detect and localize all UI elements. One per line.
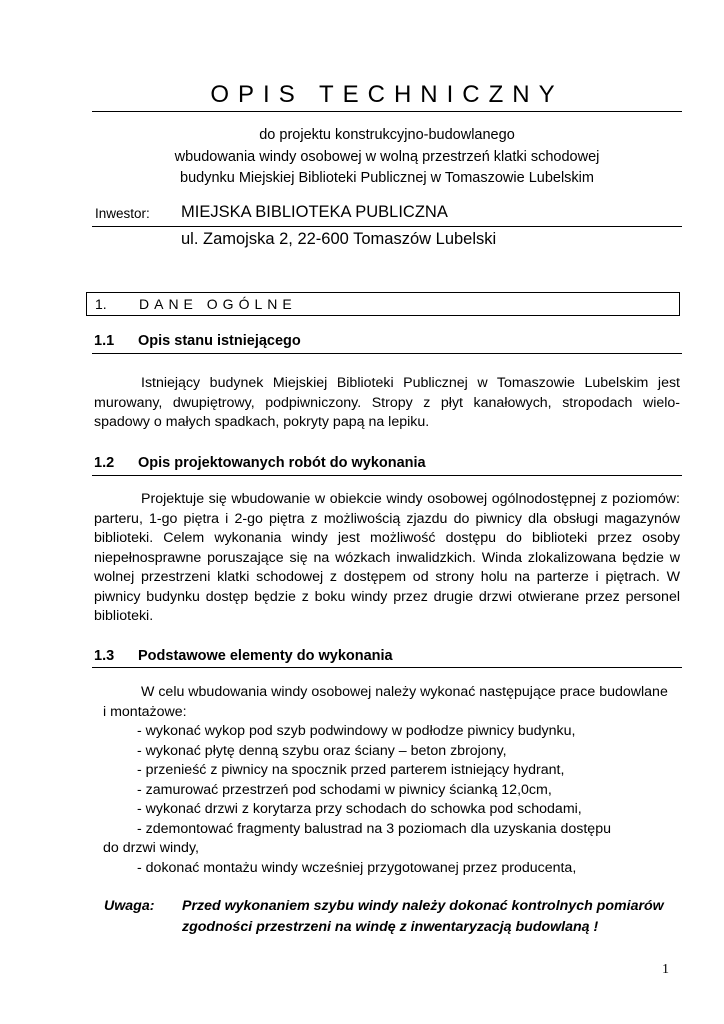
section-title: Opis stanu istniejącego bbox=[138, 333, 301, 349]
investor-address: ul. Zamojska 2, 22-600 Tomaszów Lubelski bbox=[181, 230, 497, 248]
subtitle-line: do projektu konstrukcyjno-budowlanego bbox=[259, 127, 515, 143]
list-item: - dokonać montażu windy wcześniej przygotowanej przez producenta, bbox=[137, 859, 577, 876]
investor-label: Inwestor: bbox=[95, 206, 150, 221]
note-line: Przed wykonaniem szybu windy należy dokonać kontrolnych pomiarów bbox=[182, 898, 664, 914]
list-item: - zamurować przestrzeń pod schodami w piwnicy ścianką 12,0cm, bbox=[137, 781, 552, 798]
section-rule bbox=[92, 475, 682, 476]
note-label: Uwaga: bbox=[104, 898, 155, 914]
section-1-2-paragraph: Projektuje się wbudowanie w obiekcie windy osobowej ogólnodostępnej z poziomów: parteru, 1-go piętra i 2-go piętra z możliwością zjazdu do piwnicy dla obsługi magazynów biblioteki. Celem wykonania windy jest możliwość dostępu do biblioteki przez osoby niepełnosprawne poruszające się na wózkach inwalidzkich. Winda zlokalizowana będzie w wolnej przestrzeni klatki schodowej z dostępem od strony holu na parterze i piętrach. W piwnicy budynku dostęp będzie z boku windy przez drugie drzwi otwierane przez personel biblioteki. bbox=[94, 491, 680, 624]
section-1-1-paragraph: Istniejący budynek Miejskiej Biblioteki Publicznej w Tomaszowie Lubelskim jest murowany, dwupiętrowy, podpiwniczony. Stropy z płyt kanałowych, stropodach wielo-spadowy o małych spadkach, pokryty papą na lepiku. bbox=[94, 375, 680, 430]
subtitle-line: budynku Miejskiej Biblioteki Publicznej w Tomaszowie Lubelskim bbox=[180, 170, 594, 186]
section-number: 1.2 bbox=[94, 455, 115, 471]
section-1-2-heading bbox=[94, 455, 426, 471]
title-rule bbox=[92, 111, 682, 112]
section-title: Opis projektowanych robót do wykonania bbox=[138, 455, 426, 471]
section-rule bbox=[92, 667, 682, 668]
list-item: - przenieść z piwnicy na spocznik przed parterem istniejący hydrant, bbox=[137, 762, 565, 778]
section-1-3-list bbox=[94, 683, 684, 878]
investor-rule bbox=[92, 226, 682, 227]
investor-name: MIEJSKA BIBLIOTEKA PUBLICZNA bbox=[181, 203, 448, 221]
note-text bbox=[182, 896, 664, 938]
section-1-box bbox=[86, 292, 680, 316]
section-rule bbox=[92, 353, 682, 354]
list-item-continuation: do drzwi windy, bbox=[103, 840, 199, 856]
note-line: zgodności przestrzeni na windę z inwentaryzacją budowlaną ! bbox=[182, 919, 599, 935]
section-title: Podstawowe elementy do wykonania bbox=[138, 648, 393, 664]
section-1-3-heading bbox=[94, 648, 393, 664]
list-intro: i montażowe: bbox=[103, 703, 187, 720]
section-1-number: 1. bbox=[95, 296, 107, 312]
document-title: OPIS TECHNICZNY bbox=[210, 81, 564, 108]
section-number: 1.1 bbox=[94, 333, 115, 349]
list-item: - wykonać drzwi z korytarza przy schodach do schowka pod schodami, bbox=[137, 801, 582, 817]
page-number: 1 bbox=[662, 962, 669, 977]
list-item: - wykonać płytę denną szybu oraz ściany – beton zbrojony, bbox=[137, 742, 507, 759]
subtitle-line: wbudowania windy osobowej w wolną przestrzeń klatki schodowej bbox=[174, 148, 600, 165]
section-1-title: DANE OGÓLNE bbox=[139, 296, 297, 312]
list-item: - zdemontować fragmenty balustrad na 3 poziomach dla uzyskania dostępu bbox=[137, 820, 611, 837]
document-subtitle bbox=[92, 125, 682, 190]
section-1-1-heading bbox=[94, 333, 301, 349]
section-number: 1.3 bbox=[94, 648, 115, 664]
list-item: - wykonać wykop pod szyb podwindowy w podłodze piwnicy budynku, bbox=[137, 723, 576, 739]
list-intro: W celu wbudowania windy osobowej należy wykonać następujące prace budowlane bbox=[141, 684, 668, 700]
